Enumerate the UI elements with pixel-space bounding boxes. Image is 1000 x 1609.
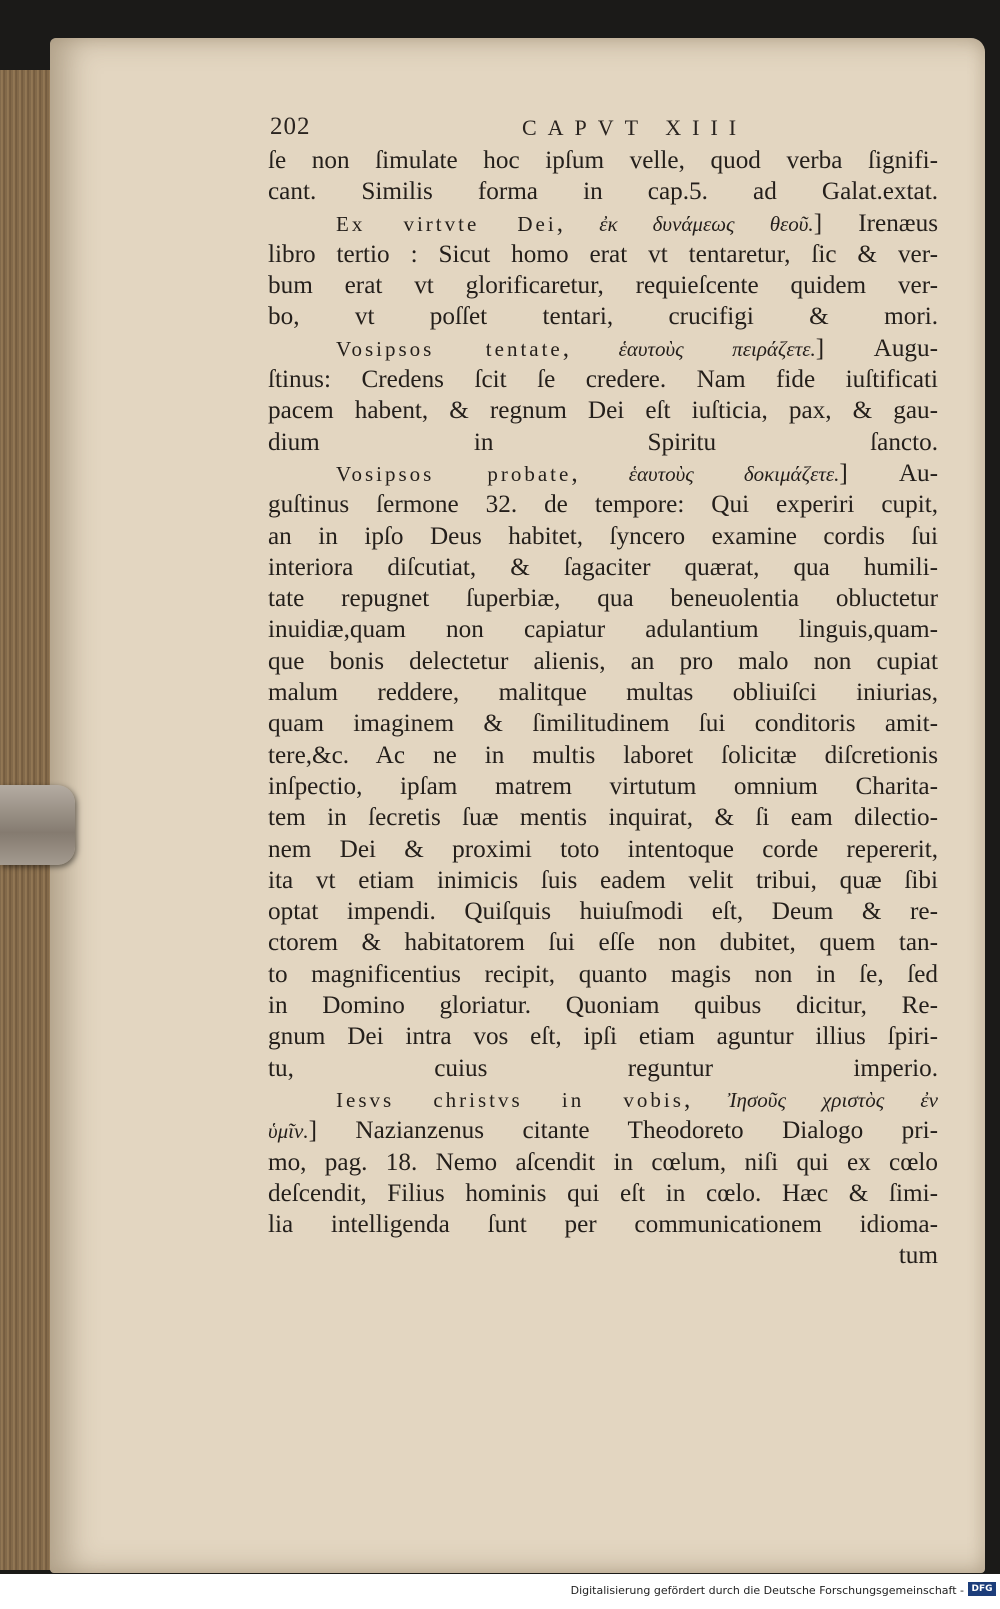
text-line [268,489,938,520]
line-text: libro tertio : Sicut homo erat vt tentaretur, ſic & ver- [268,240,938,268]
line-text: lia intelligenda ſunt per communicationem idioma- [268,1211,938,1239]
line-text: ctorem & habitatorem ſui eſſe non dubitet, quem tan- [268,929,938,957]
greek-text: ἑαυτοὺς δοκιμάζετε. [628,461,840,486]
footer-bar [0,1574,1000,1609]
text-line: Iesvs christvs in vobis, Ἰησοῦς χριστὸς ἐν [336,1085,938,1113]
line-text: tem in ſecretis ſuæ mentis inquirat, & ſi eam dilectio- [268,804,938,832]
greek-text: ἐκ δυνάμεως θεοῦ. [599,211,814,236]
text-line [268,427,938,458]
line-text: to magnificentius recipit, quanto magis non in ſe, ſed [268,960,938,988]
lemma: Iesvs christvs in vobis [336,1087,684,1112]
text-line [268,583,938,614]
text-line [268,771,938,802]
line-text: quam imaginem & ſimilitudinem ſui conditoris amit- [268,710,938,738]
text-line [268,834,938,865]
line-text: bo, vt poſſet tentari, crucifigi & mori. [268,303,938,331]
text-line [268,1209,938,1240]
text-line: Ex virtvte Dei, ἐκ δυνάμεως θεοῦ.] Irenæus [336,209,938,237]
line-text: bum erat vt glorificaretur, requieſcente quidem ver- [268,272,938,300]
line-text: ſe non ſimulate hoc ipſum velle, quod verba ſignifi- [268,147,938,174]
text-line [268,708,938,739]
text-line [268,145,938,176]
line-text: nem Dei & proximi toto intentoque corde repererit, [268,835,938,863]
line-text: optat impendi. Quiſquis huiuſmodi eſt, Deum & re- [268,898,938,926]
line-text: dium in Spiritu ſancto. [268,428,938,456]
text-line [268,865,938,896]
page-clip [0,785,75,865]
text-line [268,1147,938,1178]
line-text: interiora diſcutiat, & ſagaciter quærat, qua humili- [268,553,938,581]
text-line [268,927,938,958]
line-text: ] Irenæus [813,209,938,237]
text-line [268,239,938,270]
line-text: an in ipſo Deus habitet, ſyncero examine cordis ſui [268,522,938,550]
funding-notice: Digitalisierung gefördert durch die Deutsche Forschungsgemeinschaft - [570,1584,964,1597]
greek-text: Ἰησοῦς χριστὸς ἐν [727,1087,938,1112]
line-text: inſpectio, ipſam matrem virtutum omnium Charita- [268,772,938,800]
text-line [268,270,938,301]
greek-text: ἑαυτοὺς πειράζετε. [618,336,816,361]
text-line [268,364,938,395]
text-line [268,1115,938,1146]
page-number: 202 [270,113,311,140]
line-text: deſcendit, Filius hominis qui eſt in cœlo. Hæc & ſimi- [268,1179,938,1207]
text-line [268,395,938,426]
line-text: ſtinus: Credens ſcit ſe credere. Nam fide iuſtificati [268,366,938,394]
text-line [268,959,938,990]
line-text: malum reddere, malitque multas obliuiſci iniurias, [268,679,938,707]
line-text: ita vt etiam inimicis ſuis eadem velit tribui, quæ ſibi [268,866,938,894]
text-line [268,677,938,708]
line-text: guſtinus ſermone 32. de tempore: Qui experiri cupit, [268,491,938,519]
line-text: inuidiæ,quam non capiatur adulantium linguis,quam- [268,616,938,644]
text-line [268,614,938,645]
dfg-logo: DFG [968,1582,996,1596]
line-text: pacem habent, & regnum Dei eſt iuſticia, pax, & gau- [268,397,938,425]
text-line [268,646,938,677]
line-text: ] Augu- [815,334,938,362]
lemma: Vosipsos probate [336,461,572,486]
line-text: tu, cuius reguntur imperio. [268,1054,938,1082]
text-line [268,1021,938,1052]
line-text: que bonis delectetur alienis, an pro malo non cupiat [268,647,938,675]
lemma: Vosipsos tentate [336,336,563,361]
running-head [270,113,940,149]
text-line [268,176,938,207]
text-line [268,896,938,927]
text-line [268,521,938,552]
body-text [268,145,938,1272]
greek-text: ὑμῖν. [268,1119,309,1144]
text-line [268,740,938,771]
text-line [268,990,938,1021]
line-text: gnum Dei intra vos eſt, ipſi etiam aguntur illius ſpiri- [268,1023,938,1051]
text-line: Vosipsos tentate, ἑαυτοὺς πειράζετε.] Augu- [336,334,938,362]
catchword: tum [898,1242,938,1270]
chapter-title: CAPVT XIII [522,115,748,140]
line-text: ] Nazianzenus citante Theodoreto Dialogo pri- [308,1117,938,1145]
text-line [268,301,938,332]
text-line: Vosipsos probate, ἑαυτοὺς δοκιμάζετε.] Au- [336,459,938,487]
text-line [268,802,938,833]
line-text: in Domino gloriatur. Quoniam quibus dicitur, Re- [268,992,938,1020]
text-line [268,1178,938,1209]
line-text: ] Au- [839,459,938,487]
line-text: mo, pag. 18. Nemo aſcendit in cœlum, niſi qui ex cœlo [268,1148,938,1176]
line-text: tate repugnet ſuperbiæ, qua beneuolentia obluctetur [268,585,938,613]
lemma: Ex virtvte Dei [336,211,557,236]
line-text: tere,&c. Ac ne in multis laboret ſolicitæ diſcretionis [268,741,938,769]
text-line [268,1053,938,1084]
text-line [268,552,938,583]
line-text: cant. Similis forma in cap.5. ad Galat.extat. [268,178,938,206]
